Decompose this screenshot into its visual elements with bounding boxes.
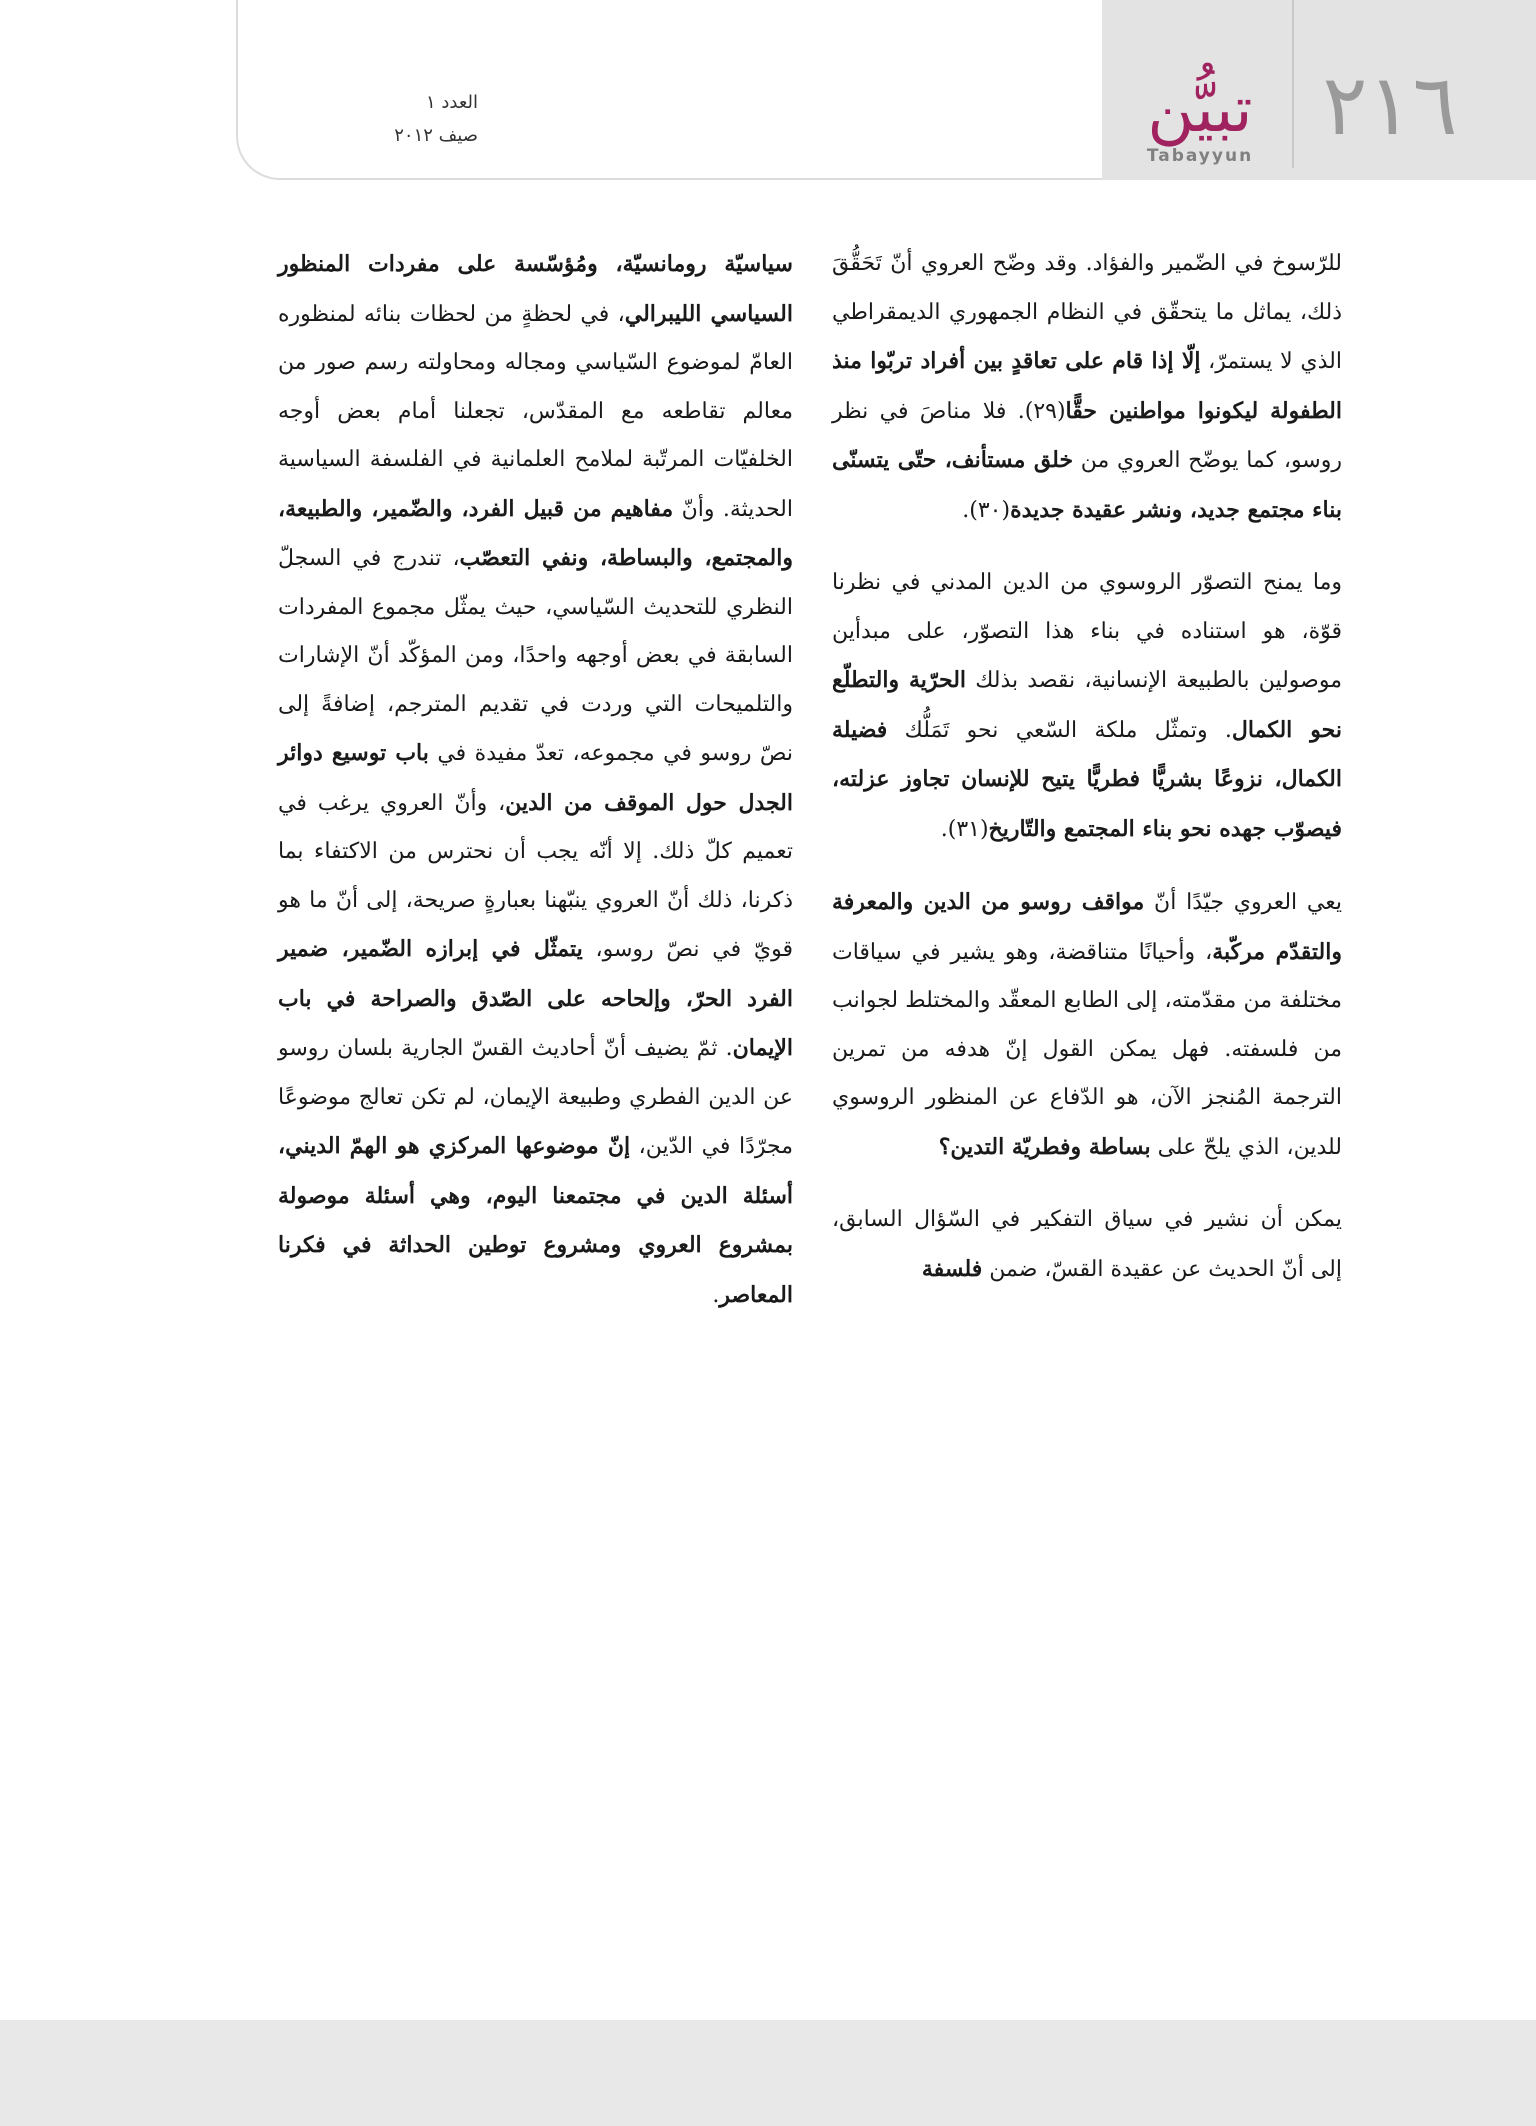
- bold-run: خلق مستأنف، حتّى يتسنّى بناء مجتمع جديد، ونشر عقيدة جديدة: [832, 447, 1342, 523]
- text-run: (٢٩). فلا مناصَ في نظر روسو، كما يوضّح العروي من: [832, 398, 1342, 473]
- paragraph-5: [278, 240, 793, 1320]
- issue-label: العدد ١: [425, 92, 478, 113]
- left-column: [278, 240, 793, 1330]
- paragraph-3: [832, 878, 1342, 1172]
- logo-arabic-text: تبيُّن: [1147, 73, 1253, 147]
- text-run: . ثمّ يضيف أنّ أحاديث القسّ الجارية بلسان روسو عن الدين الفطري وطبيعة الإيمان، لم تكن تعالج موضوعًا مجرّدًا في الدّين،: [278, 1036, 793, 1159]
- bold-run: سياسيّة رومانسيّة، ومُؤسّسة على مفردات المنظور السياسي الليبرالي: [278, 251, 793, 327]
- bold-run: فضيلة الكمال، نزوعًا بشريًّا فطريًّا يتيح للإنسان تجاوز عزلته، فيصوّب جهده نحو بناء المجتمع والتّاريخ: [832, 716, 1342, 842]
- text-run: .: [712, 1282, 720, 1308]
- text-run: وما يمنح التصوّر الروسوي من الدين المدني في نظرنا قوّة، هو استناده في بناء هذا التصوّر، على مبدأين موصولين بالطبيعة الإنسانية، نقصد بذلك: [832, 570, 1342, 693]
- right-column: [832, 240, 1342, 1304]
- bold-run: بساطة وفطريّة التدين؟: [938, 1133, 1151, 1160]
- bold-run: الحرّية والتطلّع نحو الكمال: [832, 667, 1342, 743]
- paragraph-1: [832, 240, 1342, 535]
- logo-latin-text: Tabayyun: [1146, 146, 1254, 166]
- bold-run: إلّا إذا قام على تعاقدٍ بين أفراد تربّوا منذ الطفولة ليكونوا مواطنين حقًّا: [832, 348, 1342, 424]
- text-run: ، وأنّ العروي يرغب في تعميم كلّ ذلك. إلا أنّه يجب أن نحترس من الاكتفاء بما ذكرنا، ذلك أنّ العروي ينبّهنا بعبارةٍ صريحة، إلى أنّ ما هو قويّ في نصّ روسو،: [278, 790, 794, 962]
- page-number: ٢١٦: [1322, 56, 1458, 154]
- paragraph-2: [832, 559, 1342, 854]
- text-run: . وتمثّل ملكة السّعي نحو تَمَلُّك: [887, 717, 1232, 743]
- issue-info: [278, 86, 478, 152]
- footer-band: [0, 2020, 1536, 2126]
- bold-run: يتمثّل في إبرازه الضّمير، ضمير الفرد الحرّ، وإلحاحه على الصّدق والصراحة في باب الإيمان: [278, 936, 793, 1061]
- text-run: يمكن أن نشير في سياق التفكير في السّؤال السابق، إلى أنّ الحديث عن عقيدة القسّ، ضمن: [832, 1207, 1342, 1282]
- text-run: ، في لحظةٍ من لحظات بنائه لمنظوره العامّ لموضوع السّياسي ومجاله ومحاولته رسم صور من معالم تقاطعه مع المقدّس، تجعلنا أمام بعض أوجه الخلفيّات المرتّبة لملامح العلمانية في الفلسفة السياسية الحديثة. وأنّ: [278, 301, 793, 522]
- header-divider: [1292, 0, 1294, 168]
- journal-logo: [1120, 70, 1280, 170]
- text-run: ، تندرج في السجلّ النظري للتحديث السّياسي، حيث يمثّل مجموع المفردات السابقة في بعض أوجهه واحدًا، ومن المؤكّد أنّ الإشارات والتلميحات التي وردت في تقديم المترجم، إضافةً إلى نصّ روسو في مجموعه، تعدّ مفيدة في: [278, 546, 793, 766]
- text-run: يعي العروي جيّدًا أنّ: [1144, 890, 1342, 915]
- bold-run: إنّ موضوعها المركزي هو الهمّ الديني، أسئلة الدين في مجتمعنا اليوم، وهي أسئلة موصولة بمشروع العروي ومشروع توطين الحداثة في فكرنا المعاصر: [278, 1133, 793, 1308]
- bold-run: فلسفة: [921, 1255, 983, 1282]
- text-run: ، وأحيانًا متناقضة، وهو يشير في سياقات مختلفة من مقدّمته، إلى الطابع المعقّد والمختلط لجوانب من فلسفته. فهل يمكن القول إنّ هدفه من تمرين الترجمة المُنجز الآن، هو الدّفاع عن المنظور الروسوي للدين، الذي يلحّ على: [832, 939, 1342, 1160]
- footnote-ref: (٣٠).: [962, 497, 1011, 523]
- text-run: للرّسوخ في الضّمير والفؤاد. وقد وضّح العروي أنّ تَحَقُّقَ ذلك، يماثل ما يتحقّق في النظام الجمهوري الديمقراطي الذي لا يستمرّ،: [832, 251, 1342, 374]
- season-label: صيف ٢٠١٢: [394, 125, 478, 146]
- bold-run: مفاهيم من قبيل الفرد، والضّمير، والطبيعة، والمجتمع، والبساطة، ونفي التعصّب: [278, 495, 793, 571]
- bold-run: باب توسيع دوائر الجدل حول الموقف من الدين: [278, 740, 793, 816]
- footnote-ref: (٣١).: [940, 816, 989, 842]
- bold-run: مواقف روسو من الدين والمعرفة والتقدّم مركّبة: [832, 889, 1342, 965]
- paragraph-4: [832, 1196, 1342, 1294]
